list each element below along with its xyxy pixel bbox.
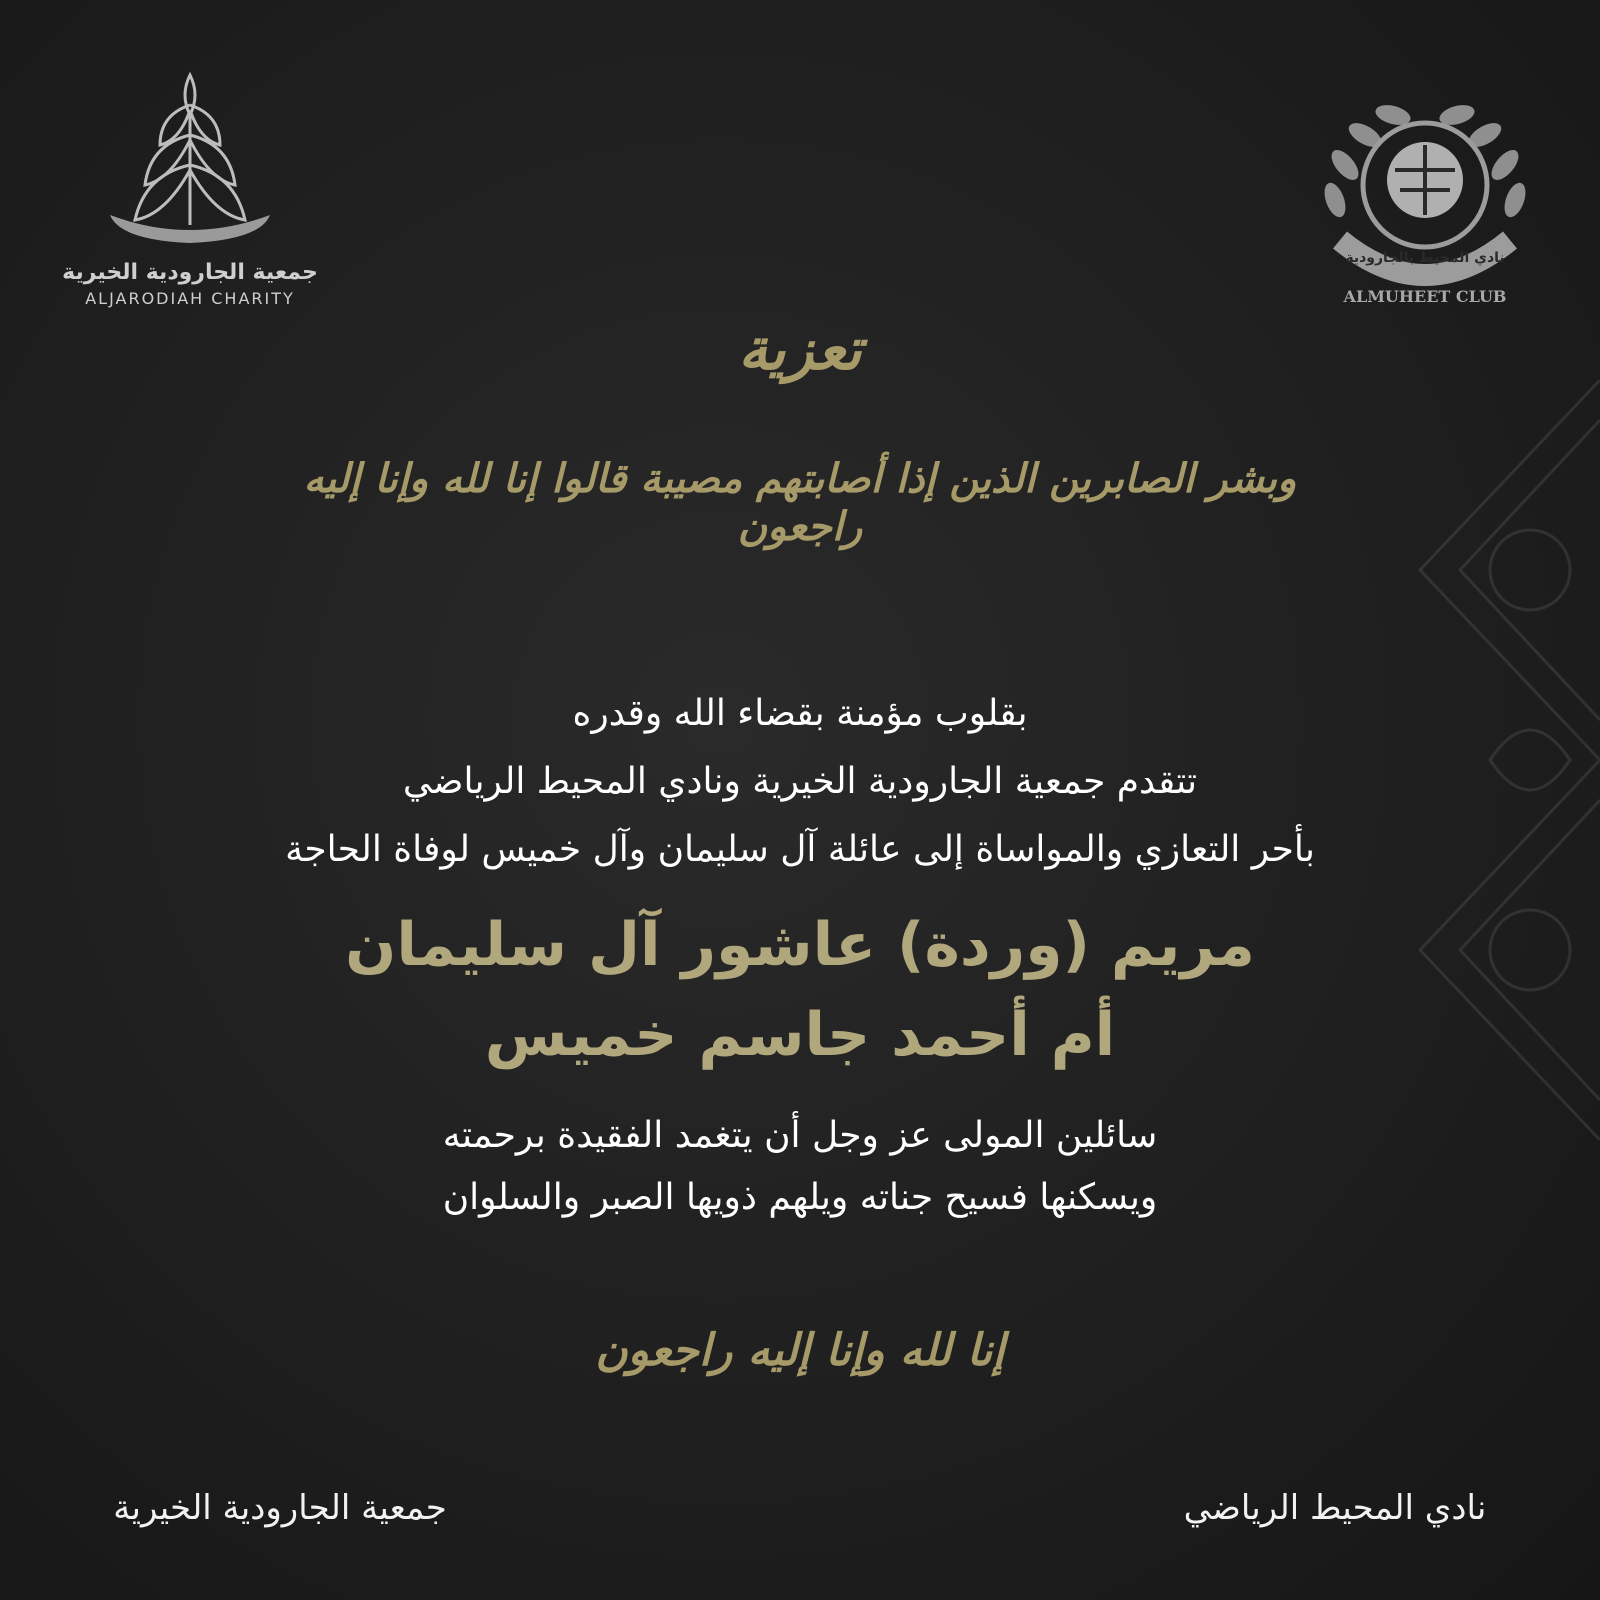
prayer-line: سائلين المولى عز وجل أن يتغمد الفقيدة برحمته (442, 1115, 1158, 1156)
club-ring-text-ar: نادي المحيط بالجارودية (1345, 250, 1505, 266)
deceased-name (100, 900, 1500, 1080)
club-name-en: ALMUHEET CLUB (1343, 287, 1507, 306)
verse-calligraphy: وبشر الصابرين الذين إذا أصابتهم مصيبة قالوا إنا لله وإنا إليه راجعون (303, 455, 1297, 550)
charity-logo (55, 65, 325, 308)
charity-name-ar: جمعية الجارودية الخيرية (62, 260, 318, 285)
closing-calligraphy: إنا لله وإنا إليه راجعون (595, 1325, 1005, 1376)
prayer-message (100, 1105, 1500, 1229)
wheat-boat-icon (90, 65, 290, 250)
footer-club-name: نادي المحيط الرياضي (1183, 1488, 1487, 1528)
message-line: بقلوب مؤمنة بقضاء الله وقدره (572, 693, 1028, 734)
charity-name-en: ALJARODIAH CHARITY (85, 289, 295, 308)
deceased-name-line2: أم أحمد جاسم خميس (484, 1000, 1116, 1070)
condolence-message (100, 680, 1500, 884)
club-logo (1305, 90, 1545, 320)
laurel-ball-emblem-icon (1320, 102, 1529, 275)
deceased-name-line1: مريم (وردة) عاشور آل سليمان (345, 910, 1255, 980)
message-line: تتقدم جمعية الجارودية الخيرية ونادي المحيط الرياضي (402, 761, 1198, 802)
footer-charity-name: جمعية الجارودية الخيرية (113, 1488, 447, 1528)
message-line: بأحر التعازي والمواساة إلى عائلة آل سليمان وآل خميس لوفاة الحاجة (285, 829, 1315, 870)
prayer-line: ويسكنها فسيح جناته ويلهم ذويها الصبر والسلوان (442, 1177, 1158, 1218)
title-calligraphy: تعزية (738, 315, 862, 383)
